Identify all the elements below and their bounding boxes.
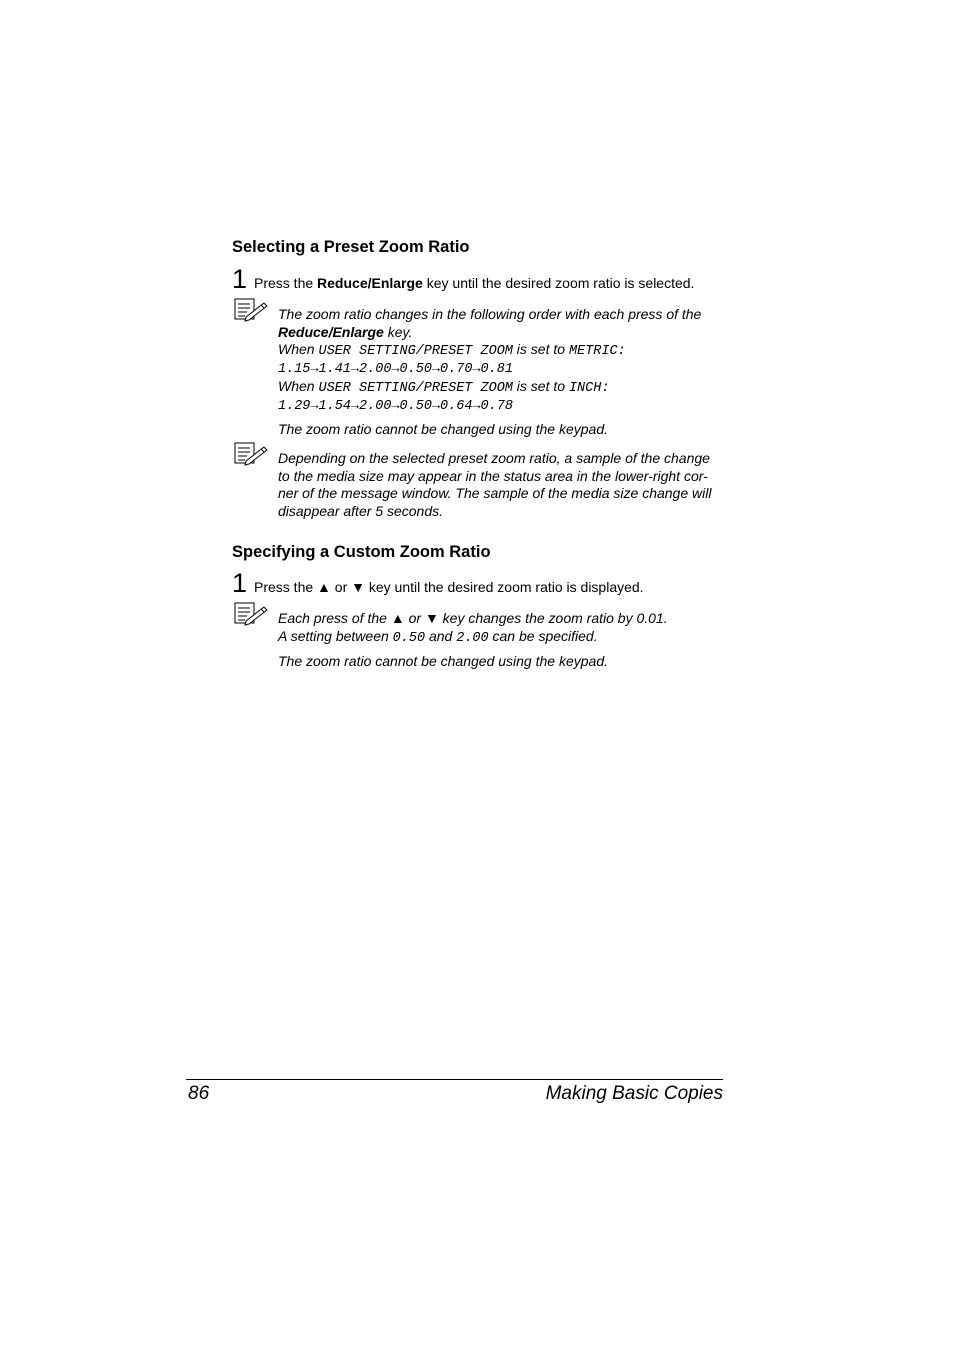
down-arrow-icon: ▼ [424,610,439,626]
step-instruction: Press the ▲ or ▼ key until the desired zoom ratio is displayed. [254,579,644,595]
note-range: A setting between 0.50 and 2.00 can be specified. [278,627,598,646]
footer-rule [186,1079,723,1080]
step-number: 1 [232,568,248,598]
note-text: disappear after 5 seconds. [278,502,443,519]
step-instruction: Press the Reduce/Enlarge key until the desired zoom ratio is selected. [254,275,695,291]
page-number: 86 [188,1083,210,1104]
note-text: ner of the message window. The sample of the media size change will [278,485,712,501]
note-pencil-icon [234,602,268,626]
up-arrow-icon: ▲ [390,610,405,626]
note-text: Depending on the selected preset zoom ratio, a sample of the change [278,450,710,466]
chapter-title: Making Basic Copies [545,1083,723,1104]
note-custom-zoom [278,610,723,671]
section-heading-custom-zoom: Specifying a Custom Zoom Ratio [232,543,491,561]
note-inch-setting: When USER SETTING/PRESET ZOOM is set to INCH: [278,378,610,396]
note-preset-order [278,306,723,439]
note-media-size-sample [278,450,723,520]
note-keypad-text: The zoom ratio cannot be changed using the keypad. [278,653,608,669]
note-text: The zoom ratio changes in the following order with each press of the [278,306,702,322]
note-pencil-icon [234,298,268,322]
note-pencil-icon [234,442,268,466]
note-inch-sequence: 1.29→1.54→2.00→0.50→0.64→0.78 [278,398,513,414]
down-arrow-icon: ▼ [351,579,365,595]
up-arrow-icon: ▲ [317,579,331,595]
note-text: Reduce/Enlarge key. [278,323,413,340]
note-text: to the media size may appear in the status area in the lower-right cor- [278,467,708,484]
note-keypad-text: The zoom ratio cannot be changed using the keypad. [278,421,608,437]
note-text: Each press of the ▲ or ▼ key changes the zoom ratio by 0.01. [278,610,668,626]
step-number: 1 [232,264,248,294]
section-heading-preset-zoom: Selecting a Preset Zoom Ratio [232,238,470,256]
note-metric-setting: When USER SETTING/PRESET ZOOM is set to METRIC: [278,341,626,359]
note-metric-sequence: 1.15→1.41→2.00→0.50→0.70→0.81 [278,361,513,377]
